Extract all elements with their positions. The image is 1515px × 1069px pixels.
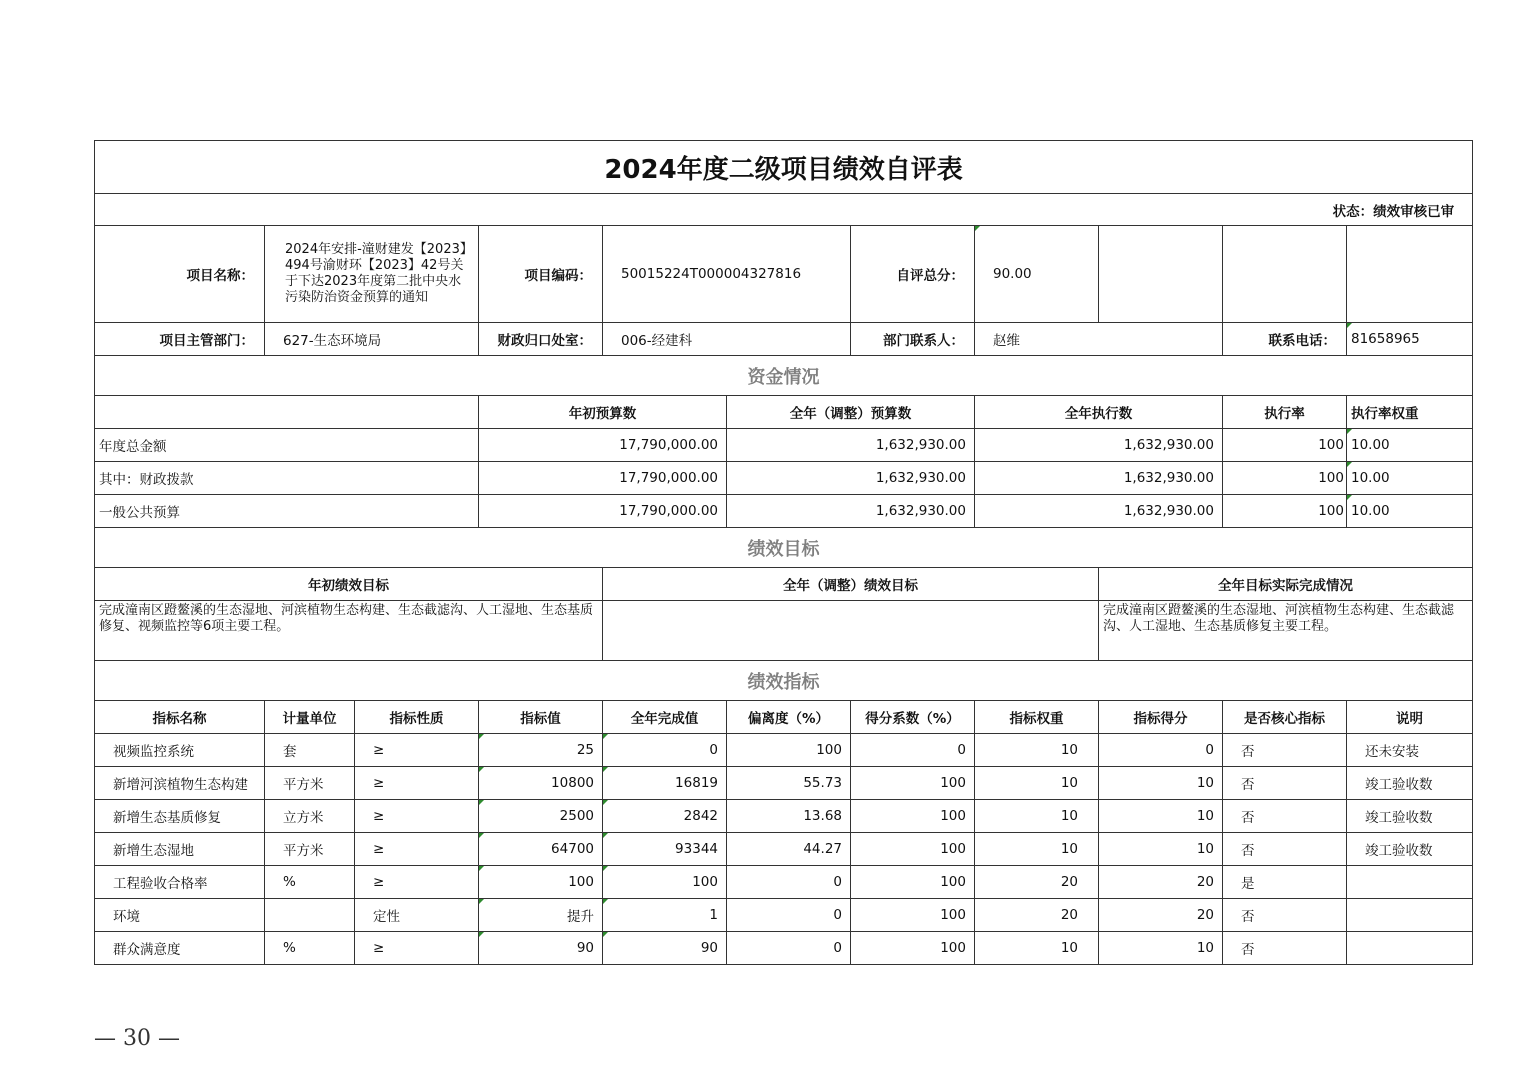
indicator-unit: 套 [265,734,355,767]
indicator-target: 64700 [479,833,603,866]
funds-cell: 17,790,000.00 [479,462,727,495]
indicator-weight: 20 [975,899,1099,932]
phone-label: 联系电话： [1223,323,1347,356]
indicator-unit [265,899,355,932]
indicator-header: 指标名称 [95,701,265,734]
funds-header-empty [95,396,479,429]
funds-cell: 17,790,000.00 [479,495,727,528]
funds-cell: 1,632,930.00 [975,495,1223,528]
indicator-type: ≥ [355,734,479,767]
indicator-note: 还未安装 [1347,734,1473,767]
indicator-name: 新增河滨植物生态构建 [95,767,265,800]
funds-cell: 100 [1223,462,1347,495]
goals-header-initial: 年初绩效目标 [95,568,603,601]
indicator-unit: % [265,866,355,899]
indicator-weight: 10 [975,932,1099,965]
funds-row [95,495,1473,528]
indicator-unit: 平方米 [265,767,355,800]
goals-section-title: 绩效目标 [95,528,1473,568]
funds-row [95,429,1473,462]
funds-header: 执行率权重 [1347,396,1473,429]
indicator-note: 竣工验收数 [1347,833,1473,866]
indicator-header: 指标得分 [1099,701,1223,734]
indicator-deviation: 0 [727,899,851,932]
self-score-value: 90.00 [975,226,1099,323]
goals-header-adjusted: 全年（调整）绩效目标 [603,568,1099,601]
indicator-deviation: 44.27 [727,833,851,866]
indicator-deviation: 55.73 [727,767,851,800]
funds-section-title: 资金情况 [95,356,1473,396]
indicators-section-title: 绩效指标 [95,661,1473,701]
indicator-header: 指标权重 [975,701,1099,734]
project-name-value: 2024年安排-潼财建发【2023】494号渝财环【2023】42号关于下达2023年度第二批中央水污染防治资金预算的通知 [265,226,479,323]
contact-label: 部门联系人： [851,323,975,356]
indicator-score: 10 [1099,932,1223,965]
indicator-header: 是否核心指标 [1223,701,1347,734]
indicator-deviation: 13.68 [727,800,851,833]
indicator-header: 计量单位 [265,701,355,734]
indicator-row [95,734,1473,767]
funds-header: 全年（调整）预算数 [727,396,975,429]
dept-value: 627-生态环境局 [265,323,479,356]
indicator-header: 全年完成值 [603,701,727,734]
indicator-weight: 10 [975,800,1099,833]
indicator-score: 10 [1099,833,1223,866]
empty-cell [1347,226,1473,323]
indicator-name: 工程验收合格率 [95,866,265,899]
page-number: — 30 — [94,1026,180,1051]
indicator-weight: 20 [975,866,1099,899]
indicator-target: 25 [479,734,603,767]
indicator-actual: 1 [603,899,727,932]
funds-cell: 17,790,000.00 [479,429,727,462]
indicator-core: 否 [1223,899,1347,932]
indicator-row [95,800,1473,833]
indicator-target: 10800 [479,767,603,800]
funds-row-label: 一般公共预算 [95,495,479,528]
funds-cell: 100 [1223,495,1347,528]
indicator-target: 100 [479,866,603,899]
indicator-name: 新增生态基质修复 [95,800,265,833]
indicator-coefficient: 100 [851,800,975,833]
indicator-core: 否 [1223,767,1347,800]
indicator-note: 竣工验收数 [1347,800,1473,833]
empty-cell [1223,226,1347,323]
indicator-unit: 立方米 [265,800,355,833]
funds-cell: 1,632,930.00 [727,495,975,528]
goals-header-actual: 全年目标实际完成情况 [1099,568,1473,601]
empty-cell [1099,226,1223,323]
funds-cell: 1,632,930.00 [727,462,975,495]
department-row [95,323,1473,356]
finance-office-value: 006-经建科 [603,323,851,356]
funds-header: 全年执行数 [975,396,1223,429]
indicator-score: 20 [1099,866,1223,899]
indicator-score: 10 [1099,767,1223,800]
indicator-actual: 2842 [603,800,727,833]
funds-cell: 1,632,930.00 [975,429,1223,462]
indicator-target: 提升 [479,899,603,932]
indicator-actual: 93344 [603,833,727,866]
indicator-weight: 10 [975,767,1099,800]
funds-header-row [95,396,1473,429]
indicator-deviation: 100 [727,734,851,767]
indicator-type: ≥ [355,833,479,866]
indicator-type: ≥ [355,767,479,800]
indicator-header: 偏离度（%） [727,701,851,734]
indicator-score: 10 [1099,800,1223,833]
indicator-unit: 平方米 [265,833,355,866]
indicator-header: 指标性质 [355,701,479,734]
funds-row-label: 其中：财政拨款 [95,462,479,495]
indicator-coefficient: 100 [851,833,975,866]
phone-value: 81658965 [1347,323,1473,356]
project-name-label: 项目名称： [95,226,265,323]
indicator-target: 90 [479,932,603,965]
indicator-note [1347,866,1473,899]
indicator-deviation: 0 [727,866,851,899]
goal-initial-text: 完成潼南区蹬鳌溪的生态湿地、河滨植物生态构建、生态截滤沟、人工湿地、生态基质修复、视频监控等6项主要工程。 [95,601,603,661]
funds-cell: 10.00 [1347,462,1473,495]
funds-cell: 1,632,930.00 [975,462,1223,495]
indicator-type: ≥ [355,866,479,899]
indicator-row [95,932,1473,965]
funds-cell: 10.00 [1347,429,1473,462]
indicator-weight: 10 [975,734,1099,767]
project-code-label: 项目编码： [479,226,603,323]
indicator-weight: 10 [975,833,1099,866]
indicator-name: 环境 [95,899,265,932]
performance-table [94,140,1473,965]
indicator-deviation: 0 [727,932,851,965]
indicator-row [95,866,1473,899]
indicator-actual: 100 [603,866,727,899]
indicator-header: 得分系数（%） [851,701,975,734]
indicator-row [95,833,1473,866]
indicator-name: 群众满意度 [95,932,265,965]
indicator-target: 2500 [479,800,603,833]
indicator-type: ≥ [355,800,479,833]
indicator-note [1347,899,1473,932]
status-text: 状态：绩效审核已审 [95,194,1473,226]
funds-row [95,462,1473,495]
indicator-header: 说明 [1347,701,1473,734]
indicator-row [95,767,1473,800]
indicator-header: 指标值 [479,701,603,734]
self-score-label: 自评总分： [851,226,975,323]
indicator-name: 新增生态湿地 [95,833,265,866]
indicator-actual: 90 [603,932,727,965]
indicator-coefficient: 100 [851,767,975,800]
indicators-body [95,734,1473,965]
indicator-unit: % [265,932,355,965]
funds-cell: 1,632,930.00 [727,429,975,462]
indicator-type: 定性 [355,899,479,932]
indicator-score: 20 [1099,899,1223,932]
funds-cell: 100 [1223,429,1347,462]
indicator-core: 否 [1223,800,1347,833]
funds-header: 年初预算数 [479,396,727,429]
indicator-core: 否 [1223,734,1347,767]
project-info-row [95,226,1473,323]
indicator-actual: 16819 [603,767,727,800]
indicator-coefficient: 0 [851,734,975,767]
funds-header: 执行率 [1223,396,1347,429]
indicators-header-row [95,701,1473,734]
indicator-coefficient: 100 [851,932,975,965]
dept-label: 项目主管部门： [95,323,265,356]
finance-office-label: 财政归口处室： [479,323,603,356]
indicator-coefficient: 100 [851,866,975,899]
funds-row-label: 年度总金额 [95,429,479,462]
contact-value: 赵维 [975,323,1223,356]
indicator-name: 视频监控系统 [95,734,265,767]
indicator-row [95,899,1473,932]
goal-actual-text: 完成潼南区蹬鳌溪的生态湿地、河滨植物生态构建、生态截滤沟、人工湿地、生态基质修复主要工程。 [1099,601,1473,661]
project-code-value: 50015224T000004327816 [603,226,851,323]
indicator-actual: 0 [603,734,727,767]
goals-header-row [95,568,1473,601]
indicator-coefficient: 100 [851,899,975,932]
goals-content-row [95,601,1473,661]
page-title: 2024年度二级项目绩效自评表 [95,141,1473,194]
funds-cell: 10.00 [1347,495,1473,528]
indicator-core: 否 [1223,932,1347,965]
indicator-core: 否 [1223,833,1347,866]
indicator-note [1347,932,1473,965]
goal-adjusted-text [603,601,1099,661]
indicator-note: 竣工验收数 [1347,767,1473,800]
indicator-type: ≥ [355,932,479,965]
indicator-core: 是 [1223,866,1347,899]
indicator-score: 0 [1099,734,1223,767]
